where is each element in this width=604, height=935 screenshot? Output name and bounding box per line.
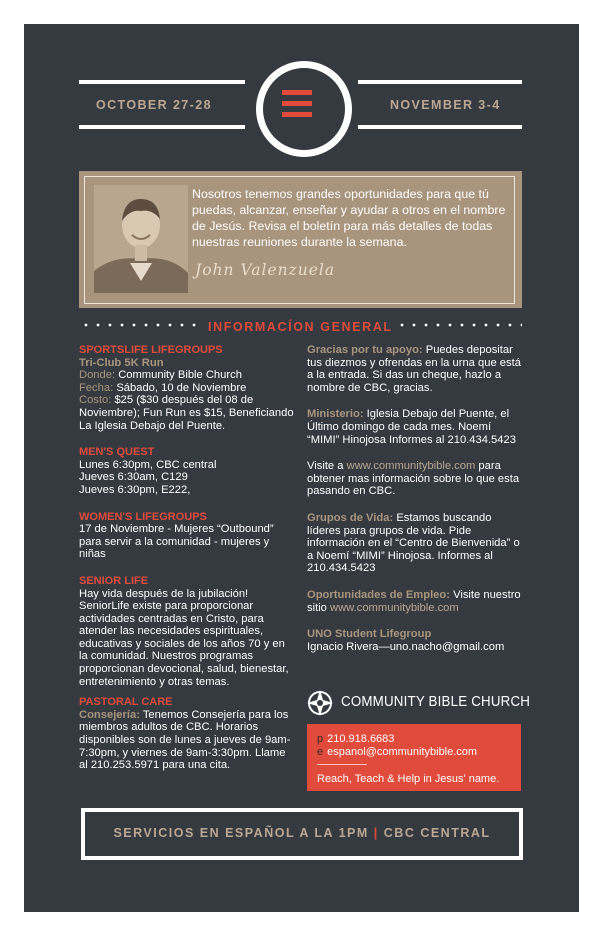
phone-letter: p — [317, 733, 324, 745]
church-logo — [307, 690, 531, 718]
uno-label: UNO Student Lifegroup — [307, 628, 432, 641]
senior-life-text: Hay vida después de la jubilación! SeniorLife existe para proporcionar actividades centradas en Cristo, para atender las necesidades espirituales, educativas y sociales de los años 70 y en la comunidad. Nuestros programas proporcionan devocional, salud, bienestar, entretenimiento y otras temas. — [79, 587, 289, 688]
services-right: CBC CENTRAL — [383, 826, 491, 840]
phone-number[interactable]: 210.918.6683 — [327, 733, 395, 745]
emblem-bar-bottom — [282, 112, 312, 117]
header-rule-bottom-right — [358, 125, 522, 129]
empleo-block — [307, 589, 525, 614]
phone-line — [317, 733, 394, 745]
website-link[interactable]: www.communitybible.com — [346, 460, 476, 473]
empleo-label: Oportunidades de Empleo: — [307, 588, 450, 601]
dotted-rule-right — [396, 323, 522, 327]
left-column — [79, 344, 295, 772]
mens-line-3: Jueves 6:30pm, E222, — [79, 483, 191, 496]
sportslife-costo — [79, 394, 295, 432]
ministerio-label: Ministerio: — [307, 408, 364, 421]
gracias-label: Gracias por tu apoyo: — [307, 344, 423, 356]
header-rule-top-left — [79, 80, 245, 84]
email-address[interactable]: espanol@communitybible.com — [327, 746, 478, 758]
visite-pre: Visite a — [307, 460, 344, 473]
donde-label: Donde: — [79, 369, 116, 382]
ministerio-block — [307, 408, 525, 446]
compass-cross-icon — [307, 690, 333, 716]
ministerio-text: Iglesia Debajo del Puente, el Último domingo de cada mes. Noemí “MIMI” Hinojosa Informes al 210.434.5423 — [307, 408, 516, 446]
mens-line-1: Lunes 6:30pm, CBC central — [79, 458, 217, 471]
grupos-label: Grupos de Vida: — [307, 511, 394, 524]
empleo-pre: Visite nuestro sitio — [307, 588, 521, 614]
date-right: NOVEMBER 3-4 — [390, 98, 501, 112]
uno-text: Ignacio Rivera—uno.nacho@gmail.com — [307, 640, 505, 653]
email-letter: e — [317, 746, 324, 758]
section-title: INFORMACÍON GENERAL — [208, 320, 393, 334]
sportslife-fecha — [79, 382, 295, 395]
donde-value: Community Bible Church — [118, 369, 242, 382]
gracias-block — [307, 344, 525, 394]
services-banner — [81, 808, 523, 860]
costo-label: Costo: — [79, 394, 112, 407]
mens-quest-heading: MEN'S QUEST — [79, 446, 155, 459]
contact-box — [307, 724, 521, 791]
header-rule-top-right — [358, 80, 522, 84]
quote-text: Nosotros tenemos grandes oportunidades para que tú puedas, alcanzar, enseñar y ayudar a otros en el nombre de Jesús. Revisa el boletín para más detalles de todas nuestras reuniones durante la semana. — [192, 187, 506, 249]
email-line — [317, 746, 477, 758]
right-column — [307, 344, 525, 653]
senior-life-heading: SENIOR LIFE — [79, 574, 149, 587]
grupos-block — [307, 512, 525, 575]
sportslife-heading: SPORTSLIFE LIFEGROUPS — [79, 344, 223, 356]
womens-heading: WOMEN'S LIFEGROUPS — [79, 510, 207, 523]
services-left: SERVICIOS EN ESPAÑOL A LA 1PM — [113, 826, 369, 840]
empleo-link[interactable]: www.communitybible.com — [330, 601, 459, 614]
pastoral-care-text — [79, 709, 295, 772]
womens-text: 17 de Noviembre - Mujeres “Outbound” para servir a la comunidad - mujeres y niñas — [79, 523, 274, 561]
emblem-bar-top — [282, 90, 312, 95]
pastor-signature: John Valenzuela — [195, 261, 336, 279]
mens-line-2: Jueves 6:30am, C129 — [79, 471, 188, 484]
sportslife-donde — [79, 369, 295, 382]
pastoral-care-heading: PASTORAL CARE — [79, 696, 173, 709]
visite-block — [307, 460, 525, 498]
quote-frame — [84, 176, 515, 304]
fecha-value: Sábado, 10 de Noviembre — [116, 381, 247, 394]
consejeria-label: Consejería: — [79, 708, 140, 721]
emblem-bar-middle — [282, 101, 312, 106]
fecha-label: Fecha: — [79, 381, 114, 394]
services-text — [85, 826, 519, 840]
date-left: OCTOBER 27-28 — [96, 98, 212, 112]
services-separator: | — [373, 826, 379, 840]
tagline: Reach, Teach & Help in Jesus' name. — [317, 773, 500, 785]
contact-divider — [317, 764, 367, 765]
visite-post: para obtener mas información sobre lo que esta pasando en CBC. — [307, 460, 520, 498]
grupos-text: Estamos buscando líderes para grupos de vida. Pide información en el “Centro de Bienvenida” o a Noemí “MIMI” Hinojosa. Informes al 210.434.5423 — [307, 511, 520, 575]
costo-value: $25 ($30 después del 08 de Noviembre); Fun Run es $15, Beneficiando La Iglesia Debajo del Puente. — [79, 394, 294, 432]
consejeria-text: Tenemos Consejería para los miembros adultos de CBC. Horarios disponibles son de lunes a jueves de 9am-7:30pm, y viernes de 9am-3:30pm. Llame al 210.253.5971 para una cita. — [79, 708, 291, 772]
dotted-rule-left — [80, 323, 200, 327]
pastor-quote-box — [79, 171, 522, 308]
emblem-ring — [256, 61, 352, 157]
church-name: COMMUNITY BIBLE CHURCH — [341, 694, 531, 710]
header-rule-bottom-left — [79, 125, 245, 129]
sportslife-subheading: Tri-Club 5K Run — [79, 356, 164, 369]
pastor-photo — [94, 185, 188, 293]
gracias-text: Puedes depositar tus diezmos y ofrendas en la urna que está a la entrada. Si das un cheque, hazlo a nombre de CBC, gracias. — [307, 344, 521, 394]
